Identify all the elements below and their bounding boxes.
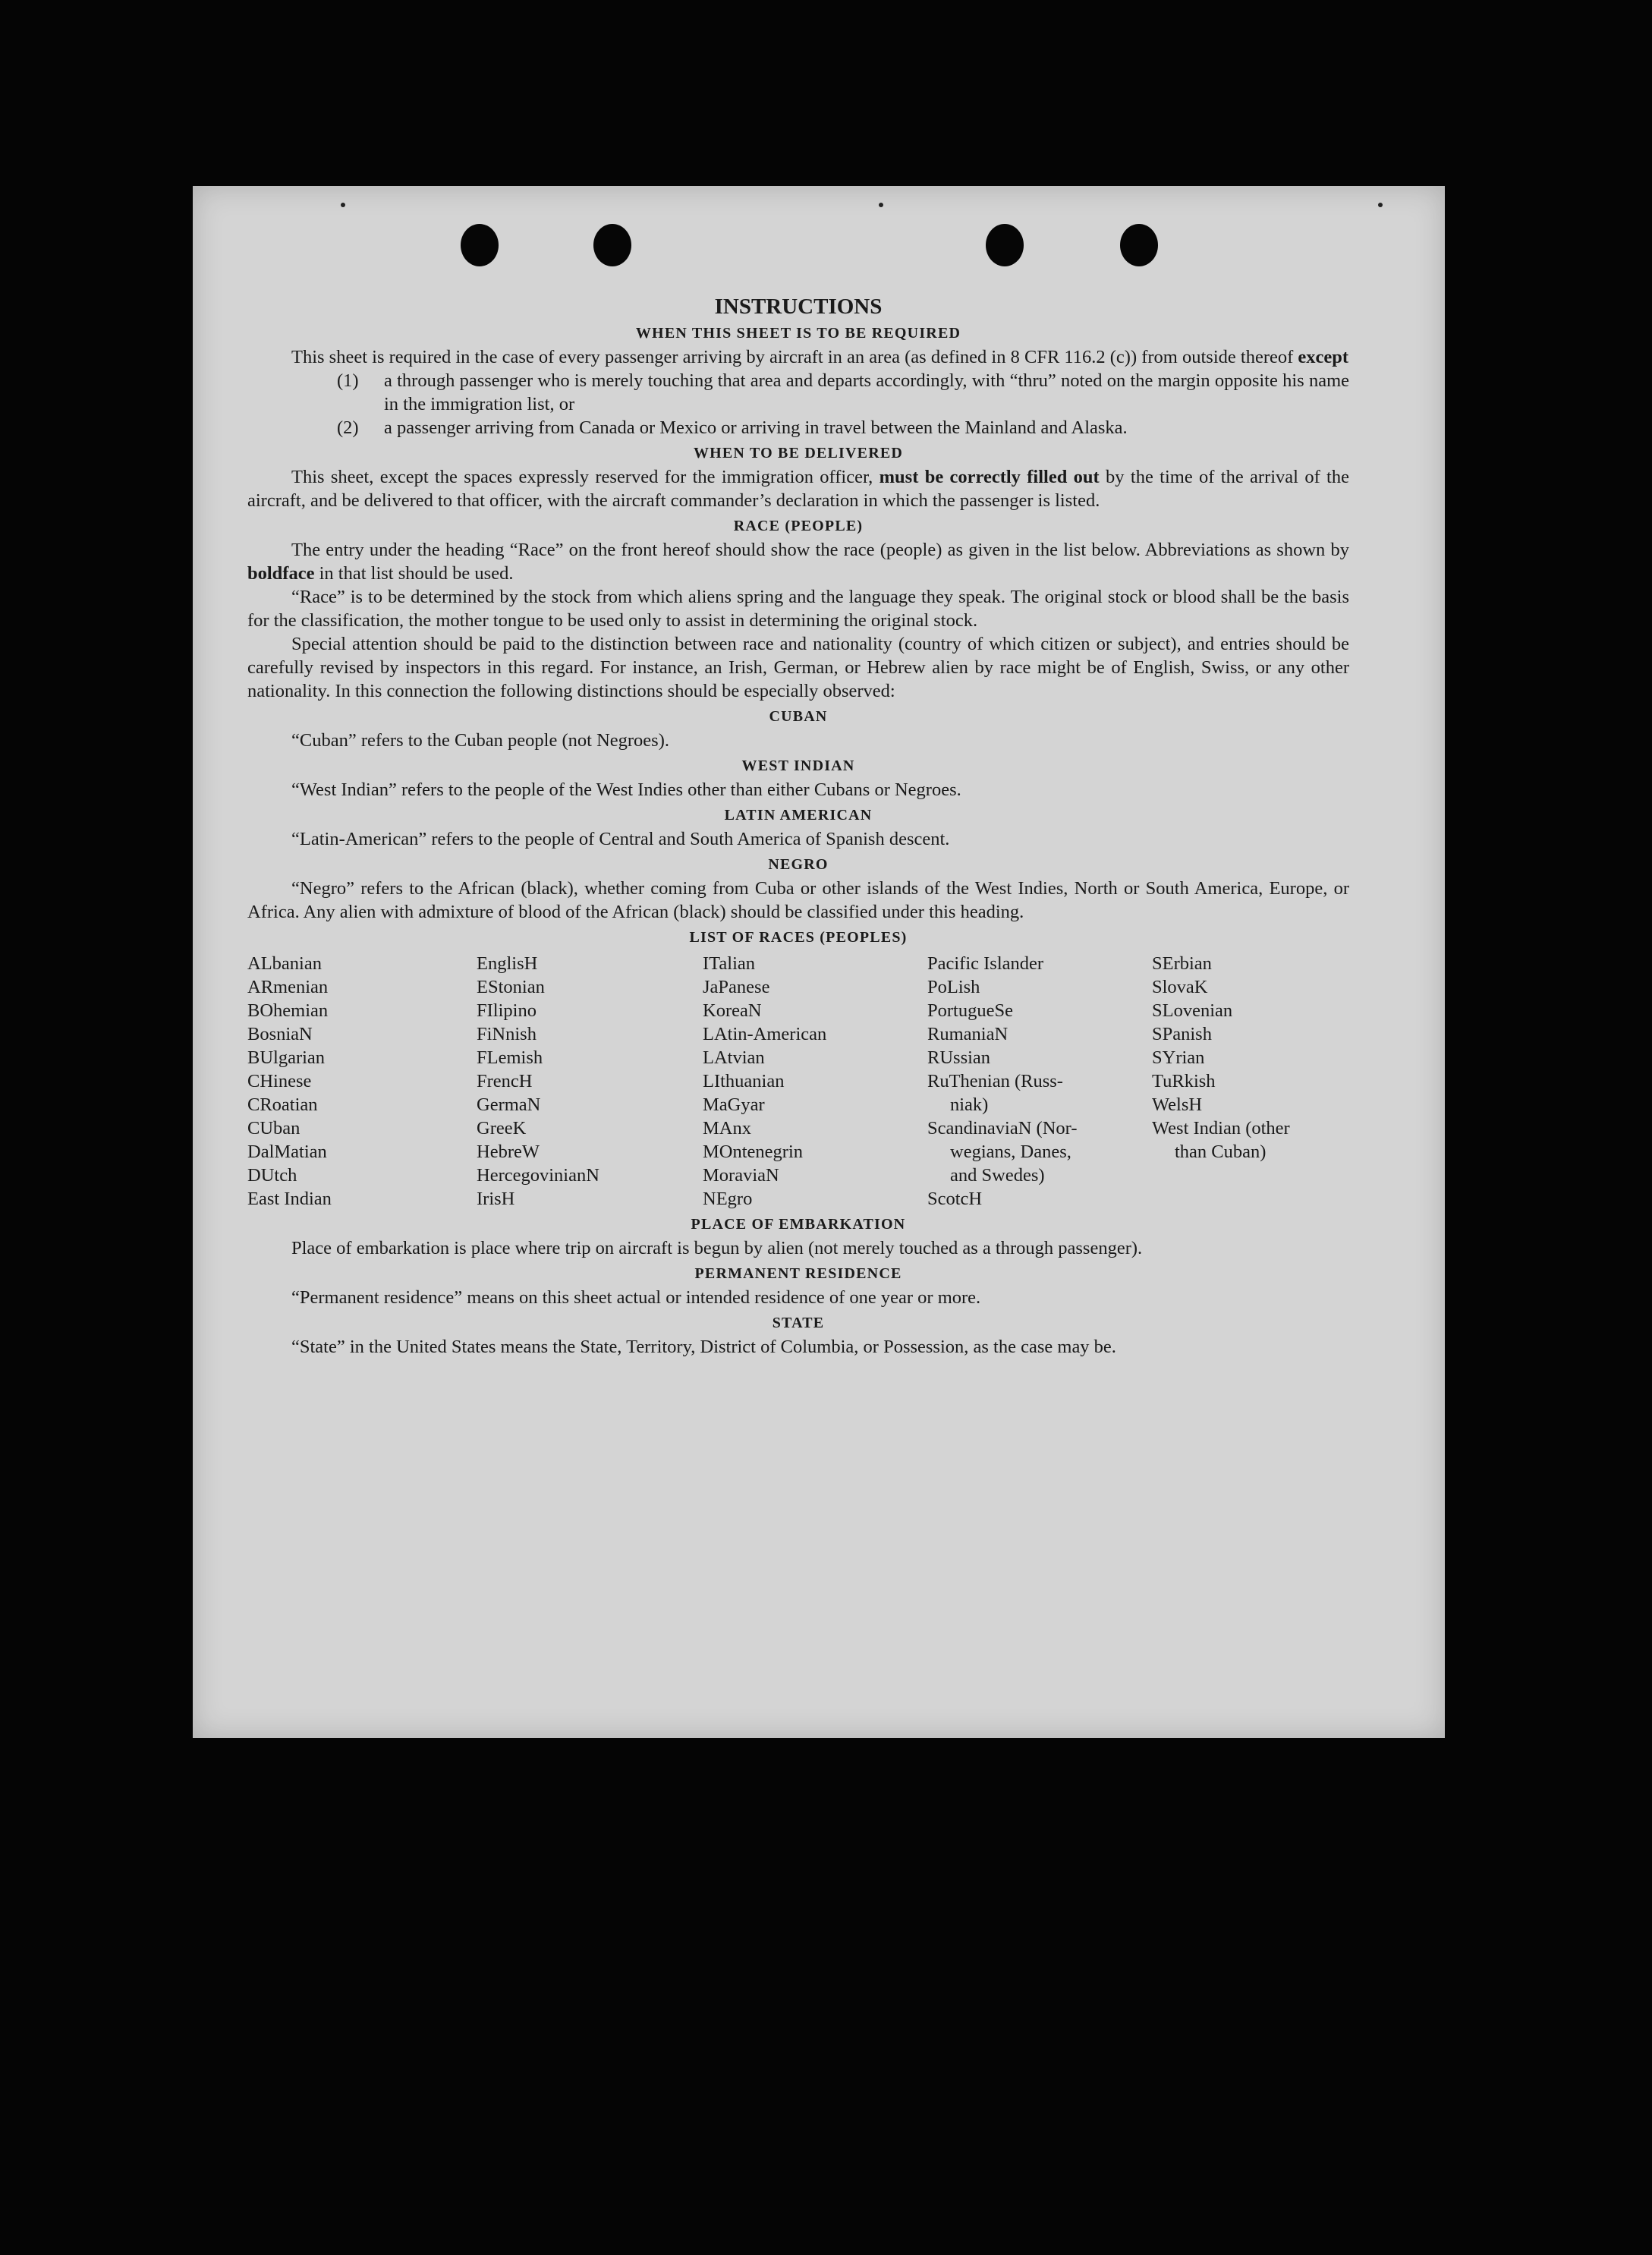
section-heading-state: STATE xyxy=(772,1315,825,1331)
race-entry: ScandinaviaN (Nor- xyxy=(927,1118,1078,1139)
race-entry: ARmenian xyxy=(247,977,329,997)
race-entry: MOntenegrin xyxy=(703,1142,803,1162)
when-required-intro xyxy=(247,345,1349,369)
race-entry: WelsH xyxy=(1152,1094,1203,1115)
section-heading-when-required: WHEN THIS SHEET IS TO BE REQUIRED xyxy=(635,325,961,342)
punch-hole xyxy=(593,224,631,266)
race-entry: EnglisH xyxy=(477,953,538,974)
definition-text: “Cuban” refers to the Cuban people (not Negroes). xyxy=(291,730,669,751)
race-entry: BosniaN xyxy=(247,1024,313,1044)
delivered-text: by the time of the arrival of the aircraft, and be delivered to that officer, with the aircraft commander’s declaration in which the passenger is listed. xyxy=(247,467,1349,511)
race-entry: RumaniaN xyxy=(927,1024,1009,1044)
race-entry: TuRkish xyxy=(1152,1071,1216,1091)
race-entry: FLemish xyxy=(477,1047,543,1068)
paper-speck xyxy=(341,203,345,207)
race-entry: PoLish xyxy=(927,977,980,997)
residence-text: “Permanent residence” means on this sheet actual or intended residence of one year or more. xyxy=(291,1287,981,1308)
race-paragraph xyxy=(247,538,1349,585)
intro-emphasis: except xyxy=(1298,347,1349,367)
race-entry: niak) xyxy=(950,1094,989,1115)
delivered-emphasis: must be correctly filled out xyxy=(879,467,1100,487)
race-entry: FiNnish xyxy=(477,1024,537,1044)
races-column xyxy=(247,952,477,1211)
race-entry: SLovenian xyxy=(1152,1000,1233,1021)
race-entry: East Indian xyxy=(247,1189,332,1209)
race-entry: FIlipino xyxy=(477,1000,537,1021)
race-entry: NEgro xyxy=(703,1189,753,1209)
definition-text: “Latin-American” refers to the people of Central and South America of Spanish descent. xyxy=(291,829,950,849)
definition-text: “West Indian” refers to the people of the West Indies other than either Cubans or Negroes. xyxy=(291,779,961,800)
races-column xyxy=(927,952,1152,1211)
definition-heading: LATIN AMERICAN xyxy=(724,807,873,824)
race-entry: DUtch xyxy=(247,1165,297,1186)
document-sheet xyxy=(193,186,1445,1738)
race-entry: CUban xyxy=(247,1118,301,1139)
race-entry: LAtin-American xyxy=(703,1024,827,1044)
race-entry: HebreW xyxy=(477,1142,540,1162)
race-entry: FrencH xyxy=(477,1071,533,1091)
race-entry: SYrian xyxy=(1152,1047,1205,1068)
race-entry: GreeK xyxy=(477,1118,527,1139)
race-entry: GermaN xyxy=(477,1094,541,1115)
section-heading-race: RACE (PEOPLE) xyxy=(733,518,864,534)
race-paragraph: Special attention should be paid to the distinction between race and nationality (country of which citizen or subject), and entries should be carefully revised by inspectors in this regard. For instance, an Irish, German, or Hebrew alien by race might be of English, Swiss, or any other nationality. In this connection the following distinctions should be especially observed: xyxy=(247,634,1349,701)
intro-text: This sheet is required in the case of every passenger arriving by aircraft in an area (as defined in 8 CFR 116.2 (c)) from outside thereof xyxy=(291,347,1298,367)
race-entry: and Swedes) xyxy=(950,1165,1045,1186)
list-item xyxy=(337,369,1349,416)
section-heading-residence: PERMANENT RESIDENCE xyxy=(694,1265,902,1282)
punch-hole xyxy=(1120,224,1158,266)
race-entry: LIthuanian xyxy=(703,1071,785,1091)
race-paragraph: “Race” is to be determined by the stock from which aliens spring and the language they speak. The original stock or blood shall be the basis for the classification, the mother tongue to be used only to assist in determining the original stock. xyxy=(247,587,1349,631)
definition-heading: CUBAN xyxy=(769,708,828,725)
race-entry: HercegovinianN xyxy=(477,1165,599,1186)
race-entry: RuThenian (Russ- xyxy=(927,1071,1063,1091)
state-text: “State” in the United States means the State, Territory, District of Columbia, or Possession, as the case may be. xyxy=(291,1337,1116,1357)
race-text: in that list should be used. xyxy=(314,563,514,584)
races-list-heading: LIST OF RACES (PEOPLES) xyxy=(689,929,908,946)
item-number: (2) xyxy=(337,417,359,438)
race-entry: SPanish xyxy=(1152,1024,1212,1044)
race-entry: RUssian xyxy=(927,1047,991,1068)
item-number: (1) xyxy=(337,370,359,391)
race-entry: CHinese xyxy=(247,1071,312,1091)
races-column xyxy=(703,952,927,1211)
definition-heading: WEST INDIAN xyxy=(741,757,855,774)
races-column xyxy=(477,952,703,1211)
race-text: The entry under the heading “Race” on the front hereof should show the race (people) as given in the list below. Abbreviations as shown by xyxy=(291,540,1349,560)
when-delivered-text xyxy=(247,465,1349,512)
paper-speck xyxy=(1378,203,1383,207)
race-entry: wegians, Danes, xyxy=(950,1142,1071,1162)
race-entry: KoreaN xyxy=(703,1000,762,1021)
races-list xyxy=(247,952,1349,1211)
paper-speck xyxy=(879,203,883,207)
definition-heading: NEGRO xyxy=(768,856,829,873)
race-entry: CRoatian xyxy=(247,1094,318,1115)
race-entry: IrisH xyxy=(477,1189,515,1209)
race-entry: BOhemian xyxy=(247,1000,329,1021)
race-entry: MAnx xyxy=(703,1118,751,1139)
race-entry: MoraviaN xyxy=(703,1165,779,1186)
race-entry: than Cuban) xyxy=(1175,1142,1267,1162)
race-entry: Pacific Islander xyxy=(927,953,1044,974)
item-text: a passenger arriving from Canada or Mexico or arriving in travel between the Mainland and Alaska. xyxy=(384,417,1128,438)
race-entry: MaGyar xyxy=(703,1094,765,1115)
race-entry: ITalian xyxy=(703,953,756,974)
race-entry: LAtvian xyxy=(703,1047,765,1068)
instructions-content xyxy=(247,294,1349,1359)
page-title: INSTRUCTIONS xyxy=(714,294,883,319)
punch-hole xyxy=(986,224,1024,266)
race-emphasis: boldface xyxy=(247,563,315,584)
definition-text: “Negro” refers to the African (black), whether coming from Cuba or other islands of the West Indies, North or South America, Europe, or Africa. Any alien with admixture of blood of the African (black) should be classified under this heading. xyxy=(247,878,1349,922)
race-entry: JaPanese xyxy=(703,977,770,997)
race-entry: West Indian (other xyxy=(1152,1118,1290,1139)
race-entry: ALbanian xyxy=(247,953,322,974)
races-column xyxy=(1152,952,1349,1211)
race-entry: DalMatian xyxy=(247,1142,327,1162)
delivered-text: This sheet, except the spaces expressly reserved for the immigration officer, xyxy=(291,467,879,487)
race-entry: ScotcH xyxy=(927,1189,983,1209)
punch-hole xyxy=(461,224,499,266)
race-entry: PortugueSe xyxy=(927,1000,1013,1021)
embarkation-text: Place of embarkation is place where trip on aircraft is begun by alien (not merely touched as a through passenger). xyxy=(291,1238,1143,1258)
section-heading-when-delivered: WHEN TO BE DELIVERED xyxy=(693,445,904,461)
item-text: a through passenger who is merely touching that area and departs accordingly, with “thru” noted on the margin opposite his name in the immigration list, or xyxy=(384,370,1349,414)
race-entry: BUlgarian xyxy=(247,1047,326,1068)
list-item xyxy=(337,416,1349,439)
section-heading-embarkation: PLACE OF EMBARKATION xyxy=(691,1216,906,1233)
race-entry: EStonian xyxy=(477,977,545,997)
race-entry: SErbian xyxy=(1152,953,1212,974)
race-entry: SlovaK xyxy=(1152,977,1208,997)
